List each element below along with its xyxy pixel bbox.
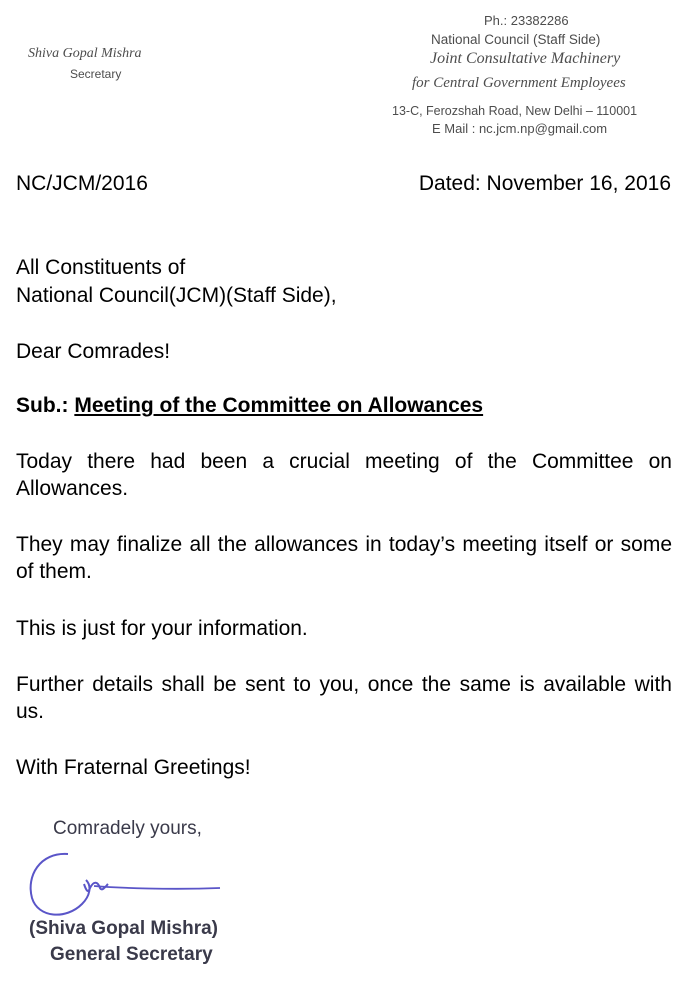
paragraph-1: Today there had been a crucial meeting of the Committee on Allowances. <box>16 450 672 500</box>
subject-line <box>16 392 483 419</box>
reference-number: NC/JCM/2016 <box>16 172 148 195</box>
signoff-title: General Secretary <box>50 944 213 965</box>
letterhead-phone: Ph.: 23382286 <box>484 13 569 28</box>
handwritten-signature <box>20 846 230 926</box>
salutation: Dear Comrades! <box>16 340 171 363</box>
letterhead-email: E Mail : nc.jcm.np@gmail.com <box>432 121 608 136</box>
signoff-closing: Comradely yours, <box>53 818 202 839</box>
letter-date: Dated: November 16, 2016 <box>418 172 671 195</box>
letterhead-org: National Council (Staff Side) <box>431 32 601 47</box>
subject-text: Meeting of the Committee on Allowances <box>74 394 484 417</box>
letterhead-org-line2: Joint Consultative Machinery <box>430 50 621 67</box>
closing-greeting: With Fraternal Greetings! <box>16 756 251 779</box>
letterhead-address: 13-C, Ferozshah Road, New Delhi – 110001 <box>392 104 638 118</box>
addressee-line2: National Council(JCM)(Staff Side), <box>16 284 337 307</box>
addressee-line1: All Constituents of <box>16 256 186 279</box>
letterhead-org-line3: for Central Government Employees <box>412 75 626 91</box>
paragraph-4: Further details shall be sent to you, once the same is available with us. <box>16 673 672 723</box>
paragraph-2: They may finalize all the allowances in today’s meeting itself or some of them. <box>16 533 672 583</box>
letterhead-left-title: Secretary <box>70 67 122 81</box>
subject-prefix: Sub.: <box>16 394 69 417</box>
letterhead-left-name: Shiva Gopal Mishra <box>28 46 142 61</box>
paragraph-3: This is just for your information. <box>16 617 308 640</box>
signoff-name: (Shiva Gopal Mishra) <box>29 918 218 939</box>
